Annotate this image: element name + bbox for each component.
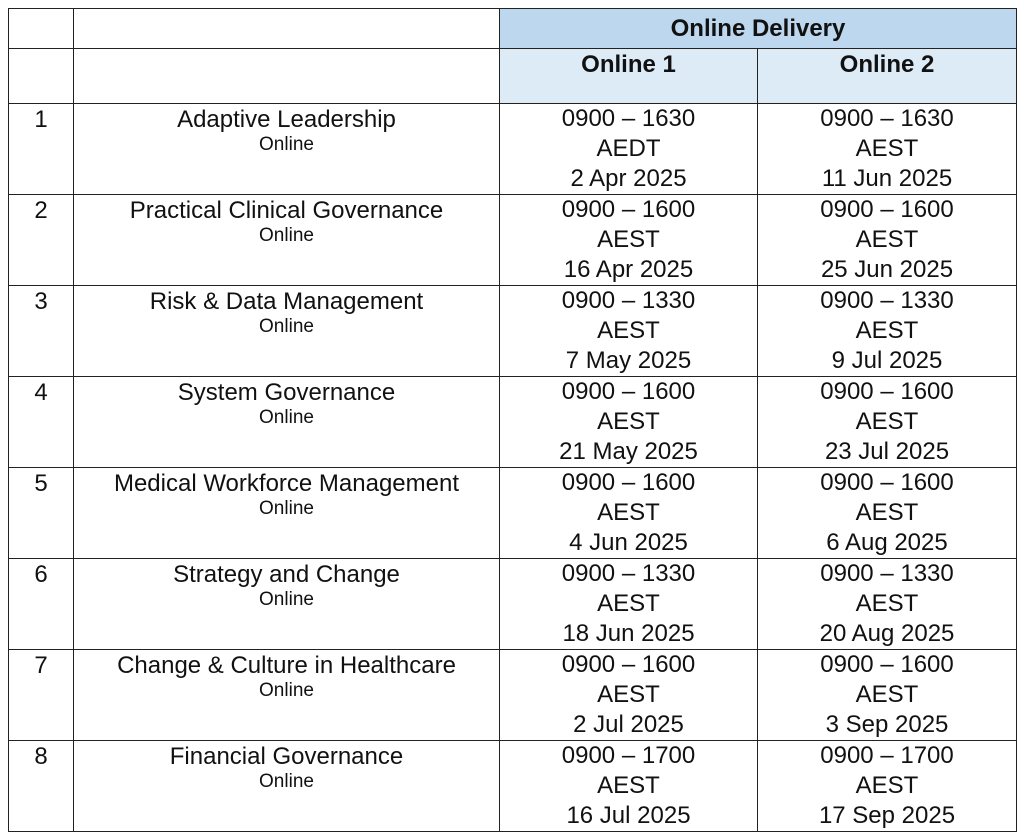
session-time: 0900 – 1600: [820, 378, 954, 405]
delivery-mode: Online: [259, 771, 314, 792]
course-title: Strategy and Change: [173, 561, 400, 588]
course-cell: [74, 286, 500, 377]
course-title: System Governance: [177, 379, 396, 406]
table-row: [9, 195, 1017, 286]
session-date: 4 Jun 2025: [569, 529, 688, 556]
session-timezone: AEST: [855, 772, 919, 799]
course-title: Practical Clinical Governance: [129, 197, 444, 224]
course-cell: [74, 559, 500, 650]
course-title: Medical Workforce Management: [113, 470, 460, 497]
session-date: 16 Apr 2025: [563, 256, 694, 283]
session-date: 11 Jun 2025: [821, 165, 953, 192]
table-row: [9, 468, 1017, 559]
course-cell: [74, 195, 500, 286]
online-2-slot: [758, 377, 1017, 468]
course-title: Change & Culture in Healthcare: [117, 652, 456, 679]
session-time: 0900 – 1630: [820, 105, 954, 132]
online-delivery-header: Online Delivery: [500, 9, 1017, 49]
online-1-slot: [500, 741, 758, 832]
session-timezone: AEST: [597, 590, 660, 617]
delivery-mode: Online: [259, 316, 314, 337]
row-number: 3: [9, 286, 74, 377]
header-row-delivery: [9, 9, 1017, 49]
online-1-slot: [500, 286, 758, 377]
table-row: [9, 559, 1017, 650]
delivery-mode: Online: [259, 225, 314, 246]
online-1-slot: [500, 559, 758, 650]
row-number: 7: [9, 650, 74, 741]
course-title: Financial Governance: [169, 743, 404, 770]
delivery-mode: Online: [259, 498, 314, 519]
session-time: 0900 – 1600: [561, 651, 696, 678]
session-timezone: AEST: [597, 772, 660, 799]
online-1-slot: [500, 104, 758, 195]
course-cell: [74, 650, 500, 741]
course-title: Risk & Data Management: [149, 288, 424, 315]
table-row: [9, 104, 1017, 195]
session-timezone: AEST: [597, 408, 660, 435]
session-timezone: AEST: [855, 590, 919, 617]
session-date: 21 May 2025: [559, 438, 698, 465]
session-time: 0900 – 1330: [561, 287, 696, 314]
session-timezone: AEDT: [596, 135, 661, 162]
session-date: 20 Aug 2025: [819, 620, 955, 647]
empty-header-cell: [9, 9, 74, 49]
delivery-mode: Online: [259, 589, 314, 610]
header-row-sessions: [9, 49, 1017, 104]
session-timezone: AEST: [855, 681, 919, 708]
empty-header-cell: [74, 49, 500, 104]
session-date: 2 Jul 2025: [573, 711, 684, 738]
course-cell: [74, 741, 500, 832]
online-2-slot: [758, 559, 1017, 650]
course-cell: [74, 377, 500, 468]
online-1-slot: [500, 650, 758, 741]
session-timezone: AEST: [597, 499, 660, 526]
session-timezone: AEST: [855, 226, 919, 253]
session-date: 23 Jul 2025: [824, 438, 950, 465]
row-number: 5: [9, 468, 74, 559]
session-time: 0900 – 1600: [561, 196, 696, 223]
table-row: [9, 741, 1017, 832]
session-time: 0900 – 1330: [820, 287, 954, 314]
session-date: 16 Jul 2025: [566, 802, 691, 829]
session-date: 25 Jun 2025: [820, 256, 954, 283]
table-row: [9, 286, 1017, 377]
course-cell: [74, 468, 500, 559]
online-1-slot: [500, 468, 758, 559]
session-date: 9 Jul 2025: [831, 347, 943, 374]
course-schedule-table: [8, 8, 1017, 832]
session-time: 0900 – 1600: [561, 469, 696, 496]
session-time: 0900 – 1700: [561, 742, 696, 769]
session-time: 0900 – 1600: [820, 196, 954, 223]
session-time: 0900 – 1600: [820, 469, 954, 496]
table-row: [9, 377, 1017, 468]
session-timezone: AEST: [597, 317, 660, 344]
online-1-header: Online 1: [500, 49, 758, 104]
session-time: 0900 – 1330: [820, 560, 954, 587]
session-timezone: AEST: [855, 499, 919, 526]
online-2-slot: [758, 468, 1017, 559]
course-title: Adaptive Leadership: [177, 106, 396, 133]
session-timezone: AEST: [855, 408, 919, 435]
row-number: 6: [9, 559, 74, 650]
course-cell: [74, 104, 500, 195]
table-row: [9, 650, 1017, 741]
online-2-slot: [758, 650, 1017, 741]
delivery-mode: Online: [259, 407, 314, 428]
session-time: 0900 – 1700: [820, 742, 954, 769]
row-number: 1: [9, 104, 74, 195]
online-2-slot: [758, 195, 1017, 286]
online-2-slot: [758, 741, 1017, 832]
session-time: 0900 – 1600: [561, 378, 696, 405]
row-number: 2: [9, 195, 74, 286]
session-time: 0900 – 1600: [820, 651, 954, 678]
online-1-slot: [500, 195, 758, 286]
session-time: 0900 – 1330: [561, 560, 696, 587]
online-2-header: Online 2: [758, 49, 1017, 104]
session-time: 0900 – 1630: [561, 105, 696, 132]
session-date: 2 Apr 2025: [570, 165, 687, 192]
session-timezone: AEST: [597, 226, 660, 253]
session-date: 18 Jun 2025: [562, 620, 695, 647]
row-number: 4: [9, 377, 74, 468]
session-date: 17 Sep 2025: [818, 802, 956, 829]
session-timezone: AEST: [855, 135, 919, 162]
empty-header-cell: [9, 49, 74, 104]
session-date: 3 Sep 2025: [825, 711, 949, 738]
session-date: 7 May 2025: [565, 347, 692, 374]
delivery-mode: Online: [259, 680, 314, 701]
online-1-slot: [500, 377, 758, 468]
session-date: 6 Aug 2025: [826, 529, 948, 556]
row-number: 8: [9, 741, 74, 832]
online-2-slot: [758, 104, 1017, 195]
delivery-mode: Online: [259, 134, 314, 155]
session-timezone: AEST: [855, 317, 919, 344]
session-timezone: AEST: [597, 681, 660, 708]
online-2-slot: [758, 286, 1017, 377]
empty-header-cell: [74, 9, 500, 49]
